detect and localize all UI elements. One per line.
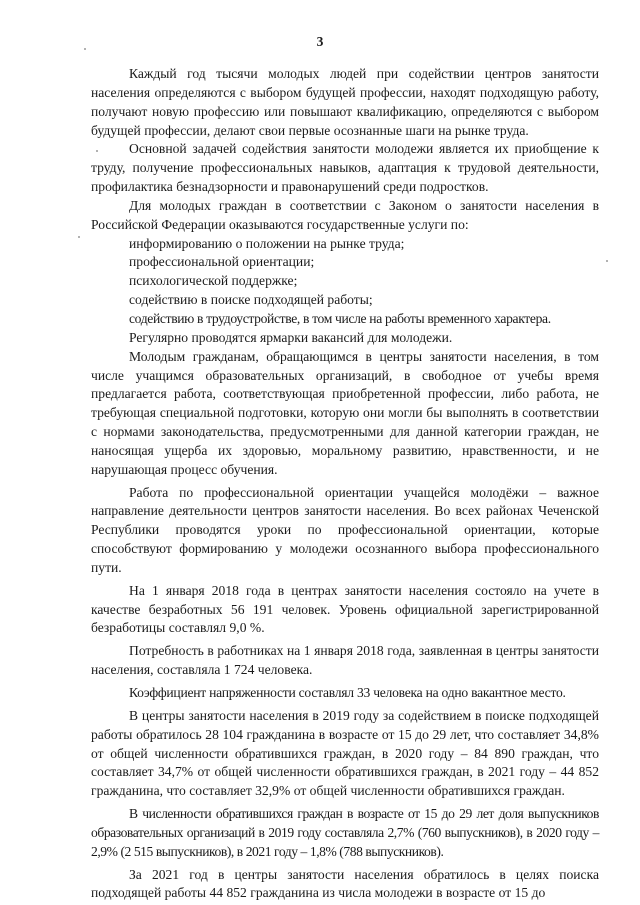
scan-speck: [84, 48, 86, 50]
document-body: [91, 65, 599, 903]
scan-speck: [96, 150, 98, 152]
paragraph: За 2021 год в центры занятости населения обратилось в целях поиска подходящей работы 44 852 гражданина из числа молодежи в возрасте от 15 до: [91, 866, 599, 901]
paragraph: Молодым гражданам, обращающимся в центры занятости населения, в том числе учащимся образовательных организаций, в свободное от учебы время предлагается работа, соответствующая приобретенной профессии, либо работа, не требующая специальной подготовки, которую они могли бы выполнять в соответствии с нормами законодательства, предусмотренными для данной категории граждан, не наносящая ущерба их здоровью, моральному развитию, нравственности, и не нарушающая процесс обучения.: [91, 348, 599, 477]
paragraph: В центры занятости населения в 2019 году за содействием в поиске подходящей работы обратилось 28 104 гражданина в возрасте от 15 до 29 лет, что составляет 34,8% от общей численности обратившихся граждан, в 2020 году – 84 890 граждан, что составляет 34,7% от общей численности обратившихся граждан, в 2021 году – 44 852 гражданина, что составляет 32,9% от общей численности обратившихся граждан.: [91, 707, 599, 799]
list-item: профессиональной ориентации;: [129, 254, 315, 270]
paragraph: Основной задачей содействия занятости молодежи является их приобщение к труду, получение профессиональных навыков, адаптация к трудовой деятельности, профилактика безнадзорности и правонарушений среди подростков.: [91, 141, 599, 195]
scan-speck: [78, 236, 80, 238]
scan-speck: [606, 260, 608, 262]
paragraph: Для молодых граждан в соответствии с Законом о занятости населения в Российской Федерации оказываются государственные услуги по:: [91, 197, 599, 232]
list-item: информированию о положении на рынке труда;: [129, 235, 405, 251]
paragraph: В численности обратившихся граждан в возрасте от 15 до 29 лет доля выпускников образовательных организаций в 2019 году составляла 2,7% (760 выпускников), в 2020 году – 2,9% (2 515 выпускников), в 2021 году – 1,8% (788 выпускников).: [91, 806, 599, 859]
list-item: содействию в поиске подходящей работы;: [129, 292, 373, 308]
page-number: 3: [316, 34, 324, 49]
paragraph: Работа по профессиональной ориентации учащейся молодёжи – важное направление деятельности центров занятости населения. Во всех районах Чеченской Республики проводятся уроки по профессиональной ориентации, которые способствуют формированию у молодежи осознанного выбора профессионального пути.: [91, 484, 599, 575]
list-item: психологической поддержке;: [129, 273, 298, 289]
paragraph: Коэффициент напряженности составлял 33 человека на одно вакантное место.: [129, 685, 566, 700]
list-item: содействию в трудоустройстве, в том числе на работы временного характера.: [129, 310, 551, 326]
paragraph: Регулярно проводятся ярмарки вакансий для молодежи.: [129, 329, 453, 345]
paragraph: Потребность в работниках на 1 января 2018 года, заявленная в центры занятости населения, составляла 1 724 человека.: [91, 643, 599, 678]
paragraph: На 1 января 2018 года в центрах занятости населения состояло на учете в качестве безработных 56 191 человек. Уровень официальной зарегистрированной безработицы составлял 9,0 %.: [91, 582, 599, 636]
services-list: [91, 235, 599, 329]
paragraph: Каждый год тысячи молодых людей при содействии центров занятости населения определяются с выбором будущей профессии, находят подходящую работу, получают новую профессию или повышают квалификацию, определяются с выбором будущей профессии, делают свои первые осознанные шаги на рынке труда.: [91, 66, 599, 138]
